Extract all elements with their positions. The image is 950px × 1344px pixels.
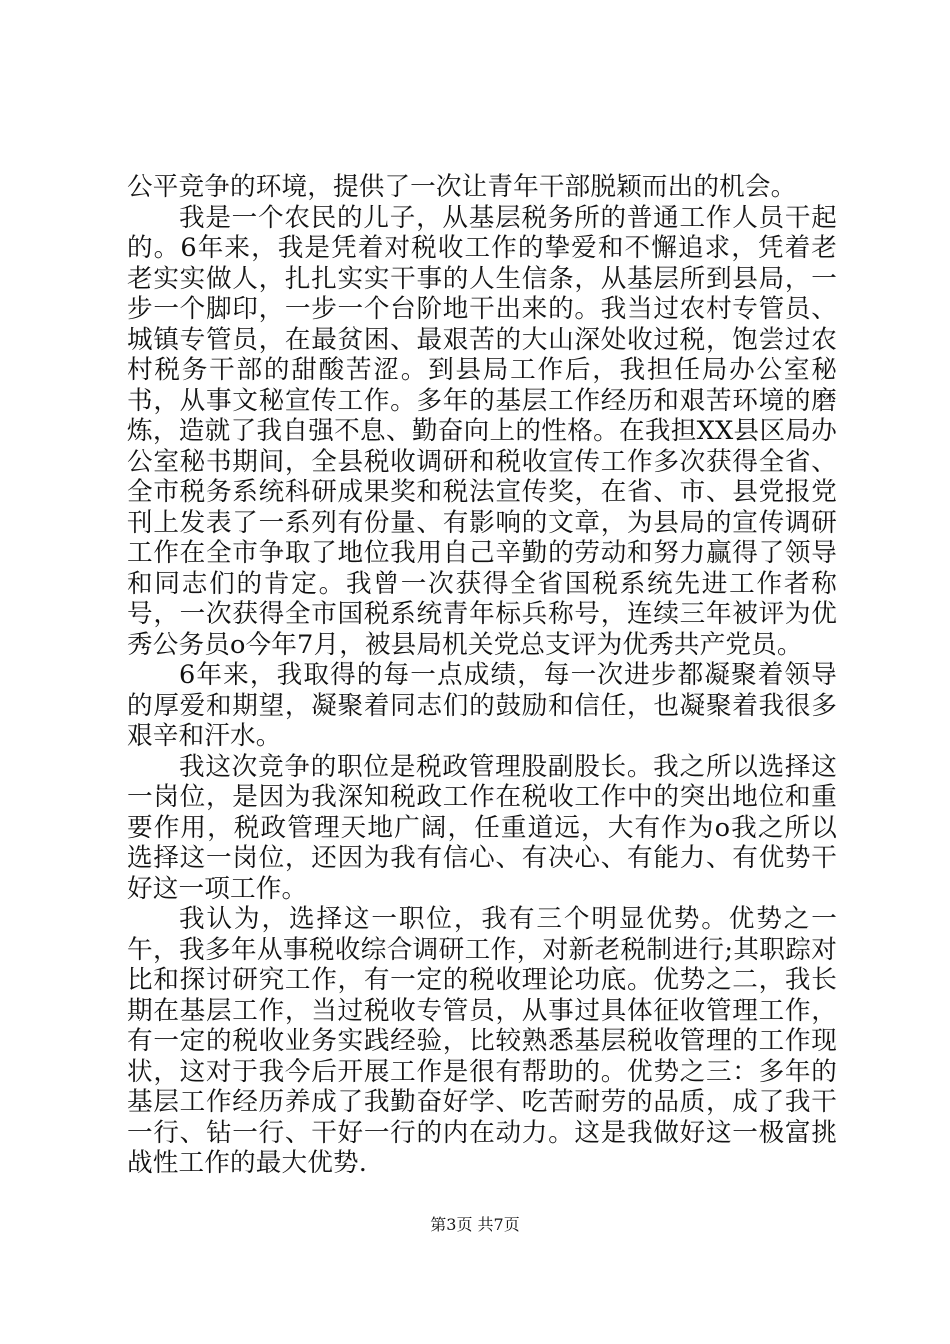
paragraph-continuation: 公平竞争的环境，提供了一次让青年干部脱颖而出的机会。 xyxy=(127,172,797,202)
page-number: 第3页 共7页 xyxy=(430,1215,520,1234)
paragraph-achievements: 6年来，我取得的每一点成绩，每一次进步都凝聚着领导的厚爱和期望，凝聚着同志们的鼓励和信任，也凝聚着我很多艰辛和汗水。 xyxy=(127,660,837,751)
paragraph-position: 我这次竞争的职位是税政管理股副股长。我之所以选择这一岗位，是因为我深知税政工作在税收工作中的突出地位和重要作用，税政管理天地广阔，任重道远，大有作为o我之所以选择这一岗位，还因为我有信心、有决心、有能力、有优势干好这一项工作。 xyxy=(127,751,837,904)
paragraph-background: 我是一个农民的儿子，从基层税务所的普通工作人员干起的。6年来，我是凭着对税收工作的挚爱和不懈追求，凭着老老实实做人，扎扎实实干事的人生信条，从基层所到县局，一步一个脚印，一步一个台阶地干出来的。我当过农村专管员、城镇专管员，在最贫困、最艰苦的大山深处收过税，饱尝过农村税务干部的甜酸苦涩。到县局工作后，我担任局办公室秘书，从事文秘宣传工作。多年的基层工作经历和艰苦环境的磨炼，造就了我自强不息、勤奋向上的性格。在我担XX县区局办公室秘书期间，全县税收调研和税收宣传工作多次获得全省、全市税务系统科研成果奖和税法宣传奖，在省、市、县党报党刊上发表了一系列有份量、有影响的文章，为县局的宣传调研工作在全市争取了地位我用自己辛勤的劳动和努力赢得了领导和同志们的肯定。我曾一次获得全省国税系统先进工作者称号，一次获得全市国税系统青年标兵称号，连续三年被评为优秀公务员o今年7月，被县局机关党总支评为优秀共产党员。 xyxy=(127,202,837,660)
page-footer xyxy=(0,1215,950,1235)
paragraph-advantages: 我认为，选择这一职位，我有三个明显优势。优势之一午，我多年从事税收综合调研工作，对新老税制进行;其职踪对比和探讨研究工作，有一定的税收理论功底。优势之二，我长期在基层工作，当过税收专管员，从事过具体征收管理工作，有一定的税收业务实践经验，比较熟悉基层税收管理的工作现状，这对于我今后开展工作是很有帮助的。优势之三：多年的基层工作经历养成了我勤奋好学、吃苦耐劳的品质，成了我干一行、钻一行、干好一行的内在动力。这是我做好这一极富挑战性工作的最大优势. xyxy=(127,904,837,1178)
document-body xyxy=(127,172,837,1179)
